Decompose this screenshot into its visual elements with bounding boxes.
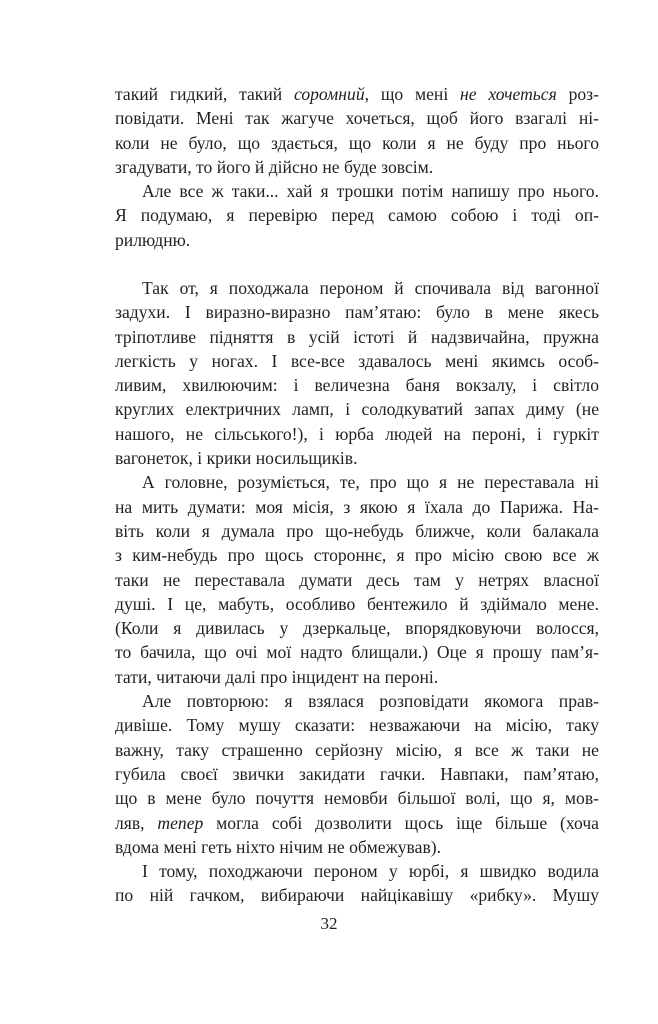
text-segment: губила своєї звички закидати гачки. Навпаки, пам’ятаю,: [115, 763, 599, 784]
text-segment: таки не переставала думати десь там у нетрях власної: [115, 569, 599, 590]
text-line: [115, 106, 599, 130]
text-segment: Я подумаю, я перевірю перед самою собою і тоді оп-: [115, 205, 599, 226]
text-segment: І тому, походжаючи пероном у юрбі, я швидко водила: [142, 861, 599, 882]
text-line: [115, 713, 599, 737]
text-segment: рилюдню.: [115, 229, 191, 250]
text-line: [115, 738, 599, 762]
text-line: [115, 300, 599, 324]
text-line: [115, 228, 599, 252]
text-segment: ляв,: [115, 812, 158, 833]
text-line: [115, 592, 599, 616]
text-line: [115, 786, 599, 810]
text-line: [115, 519, 599, 543]
text-line: [115, 762, 599, 786]
text-segment: А головне, розуміється, те, про що я не переставала ні: [142, 472, 599, 493]
text-segment: могла собі дозволити щось іще більше (хоча: [203, 812, 599, 833]
text-segment: віть коли я думала про що-небудь ближче, коли балакала: [115, 520, 599, 541]
italic-text: соромний: [293, 84, 365, 104]
text-segment: Але все ж таки... хай я трошки потім напишу про нього.: [142, 181, 599, 202]
italic-text: не хочеться: [460, 84, 557, 104]
text-block-1: [115, 82, 599, 252]
text-line: [115, 276, 599, 300]
text-segment: нашого, не сільського!), і юрба людей на пероні, і гуркіт: [115, 423, 599, 444]
text-line: [115, 397, 599, 421]
text-segment: , що мені: [364, 84, 461, 104]
text-segment: вагонеток, і крики носильщиків.: [115, 448, 358, 469]
text-segment: що в мене було почуття немовби більшої волі, що я, мов-: [115, 788, 599, 809]
text-segment: вдома мені геть ніхто нічим не обмежував).: [115, 836, 442, 857]
text-segment: повідати. Мені так жагуче хочеться, щоб його взагалі ні-: [115, 108, 599, 129]
text-segment: важну, таку страшенно серйозну місію, я все ж таки не: [115, 739, 599, 760]
text-line: [115, 373, 599, 397]
text-segment: по ній гачком, вибираючи найцікавішу «рибку». Мушу: [115, 885, 599, 906]
text-segment: згадувати, то його й дійсно не буде зовсім.: [115, 156, 434, 177]
text-segment: такий гидкий, такий: [115, 84, 294, 104]
text-segment: задухи. І виразно-виразно пам’ятаю: було в мене якесь: [115, 302, 599, 323]
text-line: [115, 155, 599, 179]
page-number: 32: [320, 914, 338, 933]
text-line: [115, 811, 599, 835]
text-segment: (Коли я дивилась у дзеркальце, впорядковуючи волосся,: [115, 618, 599, 639]
text-line: [115, 325, 599, 349]
text-line: [115, 495, 599, 519]
text-segment: Так от, я походжала пероном й спочивала від вагонної: [142, 278, 599, 298]
text-segment: коли не було, що здається, що коли я не буду про нього: [115, 132, 599, 153]
text-line: [115, 543, 599, 567]
text-segment: Але повторюю: я взялася розповідати якомога прав-: [142, 691, 599, 712]
text-line: [115, 131, 599, 155]
italic-text: тепер: [157, 812, 204, 833]
text-segment: на мить думати: моя місія, з якою я їхала до Парижа. На-: [115, 496, 599, 517]
text-segment: тріпотливе підняття в усій істоті й надзвичайна, пружна: [115, 326, 599, 347]
text-line: [115, 82, 599, 106]
text-line: [115, 179, 599, 203]
text-segment: тати, читаючи далі про інцидент на пероні.: [115, 666, 439, 687]
text-line: [115, 446, 599, 470]
text-segment: душі. І це, мабуть, особливо бентежило й здіймало мене.: [115, 593, 599, 614]
text-line: [115, 665, 599, 689]
text-block-2: [115, 276, 599, 908]
text-line: [115, 835, 599, 859]
text-segment: то бачила, що очі мої надто блищали.) Оце я прошу пам’я-: [115, 642, 599, 663]
text-line: [115, 640, 599, 664]
text-segment: дивіше. Тому мушу сказати: незважаючи на місію, таку: [115, 715, 599, 736]
text-line: [115, 203, 599, 227]
text-line: [115, 689, 599, 713]
text-segment: з ким-небудь про щось стороннє, я про місію свою все ж: [115, 545, 599, 566]
text-line: [115, 349, 599, 373]
text-line: [115, 616, 599, 640]
text-segment: роз-: [556, 84, 599, 104]
text-line: [115, 470, 599, 494]
text-line: [115, 859, 599, 883]
text-line: [115, 422, 599, 446]
text-segment: ливим, хвилюючим: і величезна баня вокзалу, і світло: [115, 375, 599, 396]
text-segment: круглих електричних ламп, і солодкуватий запах диму (не: [115, 399, 599, 420]
text-line: [115, 883, 599, 907]
text-line: [115, 568, 599, 592]
text-segment: легкість у ногах. І все-все здавалось мені якимсь особ-: [115, 350, 599, 371]
